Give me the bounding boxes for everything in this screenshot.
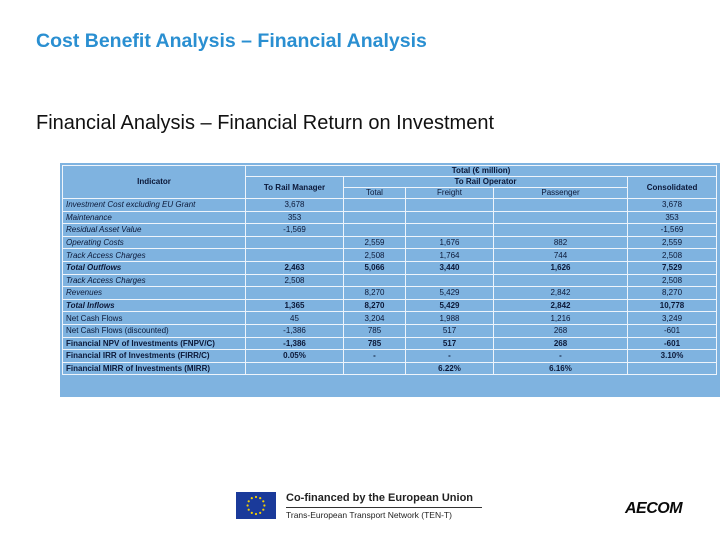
cell-manager: 1,365 — [246, 299, 344, 312]
consolidated-header: Consolidated — [628, 177, 717, 199]
cell-total: 785 — [344, 324, 406, 337]
cell-manager: -1,386 — [246, 337, 344, 350]
cell-passenger — [494, 224, 628, 237]
row-label: Financial NPV of Investments (FNPV/C) — [63, 337, 246, 350]
cell-manager: 2,508 — [246, 274, 344, 287]
row-label: Financial IRR of Investments (FIRR/C) — [63, 350, 246, 363]
cell-consolidated: 10,778 — [628, 299, 717, 312]
row-label: Track Access Charges — [63, 274, 246, 287]
cell-passenger: 268 — [494, 324, 628, 337]
cell-consolidated: 2,508 — [628, 249, 717, 262]
table-row — [63, 350, 717, 363]
cell-passenger: 6.16% — [494, 362, 628, 375]
cell-total — [344, 211, 406, 224]
cell-freight — [406, 199, 494, 212]
cell-freight: 5,429 — [406, 287, 494, 300]
cell-manager: -1,386 — [246, 324, 344, 337]
cell-passenger — [494, 274, 628, 287]
table-row — [63, 249, 717, 262]
cell-total — [344, 362, 406, 375]
cell-freight — [406, 274, 494, 287]
cell-total: 8,270 — [344, 287, 406, 300]
cell-freight: 517 — [406, 324, 494, 337]
cell-consolidated: 3,678 — [628, 199, 717, 212]
cell-consolidated: -601 — [628, 337, 717, 350]
cell-total: - — [344, 350, 406, 363]
eu-flag-icon — [236, 492, 276, 519]
cell-manager: -1,569 — [246, 224, 344, 237]
cell-freight: 5,429 — [406, 299, 494, 312]
cell-total — [344, 199, 406, 212]
row-label: Residual Asset Value — [63, 224, 246, 237]
financial-table — [62, 165, 717, 375]
cell-total: 785 — [344, 337, 406, 350]
cell-passenger: 268 — [494, 337, 628, 350]
cell-passenger: 744 — [494, 249, 628, 262]
row-label: Total Outflows — [63, 261, 246, 274]
total-header: Total (€ million) — [246, 166, 717, 177]
row-label: Net Cash Flows — [63, 312, 246, 325]
cell-passenger: - — [494, 350, 628, 363]
cell-passenger — [494, 199, 628, 212]
cell-total — [344, 274, 406, 287]
financial-table-panel — [60, 163, 720, 397]
cell-total: 3,204 — [344, 312, 406, 325]
table-row — [63, 274, 717, 287]
row-label: Total Inflows — [63, 299, 246, 312]
cell-total: 2,508 — [344, 249, 406, 262]
rail-manager-header: To Rail Manager — [246, 177, 344, 199]
cell-manager: 0.05% — [246, 350, 344, 363]
cell-manager — [246, 236, 344, 249]
cell-total: 2,559 — [344, 236, 406, 249]
cell-consolidated: 2,559 — [628, 236, 717, 249]
row-label: Maintenance — [63, 211, 246, 224]
table-row — [63, 199, 717, 212]
cell-consolidated: 353 — [628, 211, 717, 224]
table-row — [63, 337, 717, 350]
cell-freight: 1,988 — [406, 312, 494, 325]
table-row — [63, 362, 717, 375]
cell-consolidated — [628, 362, 717, 375]
eu-cofinance-footer — [236, 490, 484, 522]
ten-t-text: Trans-European Transport Network (TEN-T) — [286, 510, 452, 520]
cell-freight: 1,764 — [406, 249, 494, 262]
operator-freight-header: Freight — [406, 188, 494, 199]
footer-divider — [286, 507, 482, 508]
cell-passenger — [494, 211, 628, 224]
cell-consolidated: 3.10% — [628, 350, 717, 363]
cell-passenger: 882 — [494, 236, 628, 249]
table-row — [63, 324, 717, 337]
cell-consolidated: -1,569 — [628, 224, 717, 237]
table-row — [63, 312, 717, 325]
cell-consolidated: 7,529 — [628, 261, 717, 274]
cell-passenger: 2,842 — [494, 287, 628, 300]
cell-manager: 45 — [246, 312, 344, 325]
table-row — [63, 211, 717, 224]
row-label: Net Cash Flows (discounted) — [63, 324, 246, 337]
cell-passenger: 1,626 — [494, 261, 628, 274]
cell-manager: 353 — [246, 211, 344, 224]
row-label: Track Access Charges — [63, 249, 246, 262]
slide-subtitle: Financial Analysis – Financial Return on Investment — [36, 112, 495, 134]
cell-manager: 3,678 — [246, 199, 344, 212]
cell-consolidated: 2,508 — [628, 274, 717, 287]
cell-freight: 1,676 — [406, 236, 494, 249]
row-label: Revenues — [63, 287, 246, 300]
cell-passenger: 1,216 — [494, 312, 628, 325]
table-row — [63, 261, 717, 274]
cell-freight: 3,440 — [406, 261, 494, 274]
cell-manager — [246, 287, 344, 300]
cell-freight: 6.22% — [406, 362, 494, 375]
eu-cofinance-text: Co-financed by the European Union — [286, 492, 474, 504]
table-row — [63, 287, 717, 300]
table-row — [63, 224, 717, 237]
row-label: Financial MIRR of Investments (MIRR) — [63, 362, 246, 375]
operator-passenger-header: Passenger — [494, 188, 628, 199]
cell-total: 8,270 — [344, 299, 406, 312]
cell-manager — [246, 362, 344, 375]
cell-consolidated: -601 — [628, 324, 717, 337]
cell-freight: - — [406, 350, 494, 363]
indicator-header: Indicator — [63, 166, 246, 199]
cell-consolidated: 8,270 — [628, 287, 717, 300]
row-label: Operating Costs — [63, 236, 246, 249]
table-row — [63, 299, 717, 312]
cell-manager: 2,463 — [246, 261, 344, 274]
table-row — [63, 236, 717, 249]
operator-total-header: Total — [344, 188, 406, 199]
aecom-logo: AECOM — [625, 500, 683, 517]
row-label: Investment Cost excluding EU Grant — [63, 199, 246, 212]
cell-freight — [406, 224, 494, 237]
cell-total — [344, 224, 406, 237]
cell-passenger: 2,842 — [494, 299, 628, 312]
cell-manager — [246, 249, 344, 262]
cell-total: 5,066 — [344, 261, 406, 274]
cell-consolidated: 3,249 — [628, 312, 717, 325]
rail-operator-header: To Rail Operator — [344, 177, 628, 188]
slide-title: Cost Benefit Analysis – Financial Analysis — [36, 30, 427, 52]
cell-freight — [406, 211, 494, 224]
cell-freight: 517 — [406, 337, 494, 350]
